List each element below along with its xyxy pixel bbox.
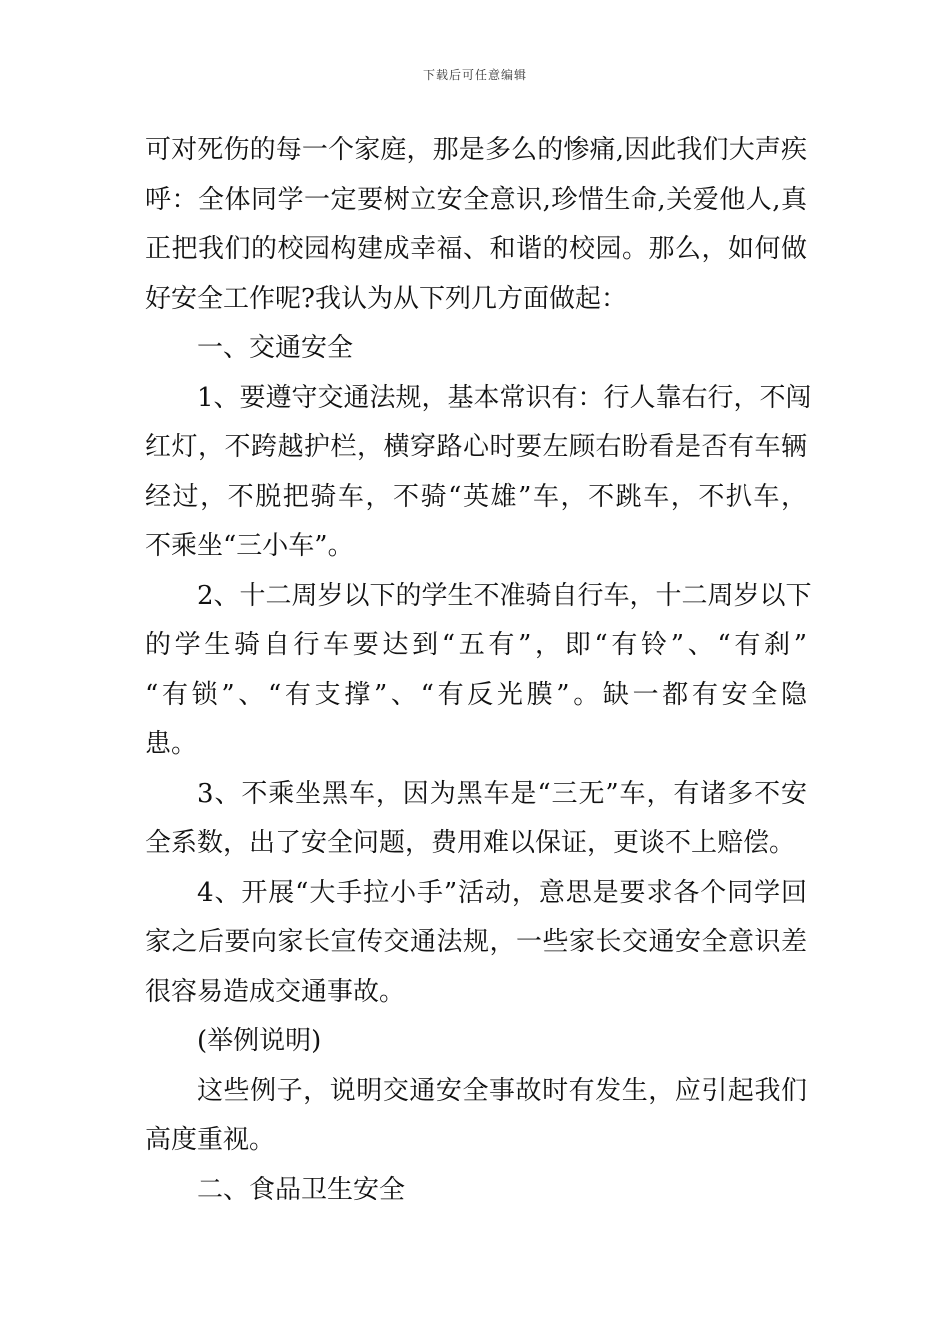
text-line: 好安全工作呢?我认为从下列几方面做起：	[145, 283, 627, 314]
text-line: 家之后要向家长宣传交通法规，一些家长交通安全意识差	[145, 927, 807, 957]
section-heading	[145, 324, 807, 374]
paragraph	[145, 1067, 807, 1166]
text-line: 很容易造成交通事故。	[145, 976, 406, 1007]
page-header: 下载后可任意编辑	[422, 68, 527, 82]
text-line: 红灯，不跨越护栏，横穿路心时要左顾右盼看是否有车辆	[145, 432, 807, 462]
text-line: 不乘坐“三小车”。	[145, 531, 354, 561]
text-line: 2、十二周岁以下的学生不准骑自行车，十二周岁以下	[197, 580, 812, 611]
text-line: 3、不乘坐黑车，因为黑车是“三无”车，有诸多不安	[197, 778, 807, 809]
text-line: 正把我们的校园构建成幸福、和谐的校园。那么，如何做	[145, 234, 807, 264]
text-line: 这些例子，说明交通安全事故时有发生，应引起我们	[197, 1075, 807, 1106]
text-line: 可对死伤的每一个家庭，那是多么的惨痛,因此我们大声疾	[145, 135, 807, 165]
heading-text: 二、食品卫生安全	[197, 1174, 406, 1205]
paragraph	[145, 572, 812, 770]
document-body	[145, 126, 812, 1215]
paragraph	[145, 126, 807, 324]
text-line: 全系数，出了安全问题，费用难以保证，更谈不上赔偿。	[145, 828, 796, 858]
text-line: 呼：全体同学一定要树立安全意识,珍惜生命,关爱他人,真	[145, 184, 807, 215]
text-line: 4、开展“大手拉小手”活动，意思是要求各个同学回	[197, 877, 807, 908]
text-line: 经过，不脱把骑车，不骑“英雄”车，不跳车，不扒车，	[145, 481, 807, 512]
paragraph	[145, 1017, 807, 1067]
section-heading	[145, 1166, 807, 1216]
text-line: (举例说明)	[197, 1026, 322, 1056]
paragraph	[145, 374, 812, 572]
paragraph	[145, 869, 807, 1018]
text-line: “有锁”、“有支撑”、“有反光膜”。缺一都有安全隐	[145, 679, 807, 710]
text-line: 的学生骑自行车要达到“五有”，即“有铃”、“有刹”	[145, 630, 807, 660]
paragraph	[145, 770, 807, 869]
text-line: 患。	[145, 729, 198, 759]
heading-text: 一、交通安全	[197, 333, 354, 363]
text-line: 1、要遵守交通法规，基本常识有：行人靠右行，不闯	[197, 382, 812, 413]
text-line: 高度重视。	[145, 1125, 276, 1155]
